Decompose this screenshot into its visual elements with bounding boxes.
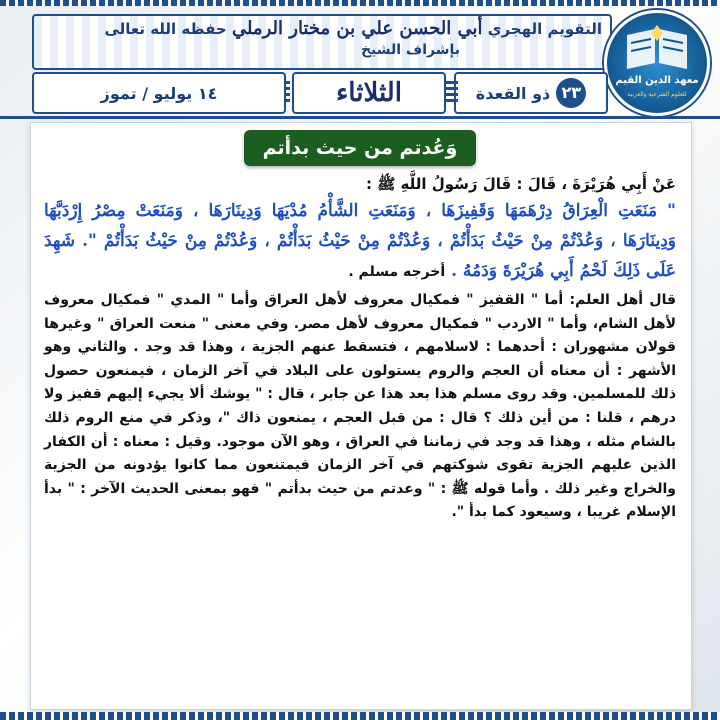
header-rule [0,116,720,119]
bottom-pattern-band [0,712,720,720]
hijri-day-number: ٢٣ [556,78,586,108]
title-line-2: بإشراف الشيخ [360,42,460,58]
date-row [32,72,608,112]
hadith-source: أخرجه مسلم . [348,264,446,280]
commentary-text: قال أهل العلم: أما " القفيز " فمكيال معروف لأهل العراق وأما " المدي " فمكيال معروف لأهل الشام، وأما " الاردب " فمكيال معروف لأهل مصر. وفي معنى " منعت العراق " وغيرها قولان مشهوران : أحدهما : لاسلامهم ، فتسقط عنهم الجزية ، وهذا قد وجد . والثاني وهو الأشهر : أن معناه أن العجم والروم يستولون على البلاد في آخر الزمان ، فيمنعون حصول ذلك للمسلمين. وقد روى مسلم هذا بعد هذا عن جابر ، قال : " يوشك ألا يجيء إليهم قفيز ولا درهم ، قلنا : من أين ذلك ؟ قال : من قبل العجم ، يمنعون ذاك "، وذكر في منع الروم ذلك بالشام مثله ، وهذا قد وجد في زماننا في العراق ، وهو الآن موجود. وقيل : معناه : أن الكفار الذين عليهم الجزية تقوى شوكتهم في آخر الزمان فيمتنعون مما كانوا يؤدونه من الجزية والخراج وغير ذلك . وأما قوله ﷺ : " وعدتم من حيث بدأتم " فهو بمعنى الحديث الآخر : " بدأ الإسلام غريبا ، وسيعود كما بدأ ". [44,292,676,521]
hijri-date [454,72,608,114]
book-icon [621,23,693,73]
ornament-divider [444,80,458,102]
article-body [44,172,676,525]
title-prefix: التقويم الهجري [487,20,602,38]
logo-subtitle: للعلوم الشرعية والعربية [627,91,687,98]
narrator-line: عَنْ أَبِي هُرَيْرَةَ ، قَالَ : قَالَ رَسُولُ اللَّهِ ﷺ : [365,175,676,193]
header [0,0,720,118]
article-heading: وَعُدتم من حيث بدأتم [244,130,476,166]
institute-logo [604,10,710,116]
day-name: الثلاثاء [292,72,446,114]
title-suffix: حفظه الله تعالى [104,20,227,38]
gregorian-text: ١٤ يوليو / تموز [100,83,218,103]
hijri-month: ذو القعدة [475,83,551,103]
hadith-body: " مَنَعَتِ الْعِرَاقُ دِرْهَمَهَا وَقَفِيزَهَا ، وَمَنَعَتِ الشَّأْمُ مُدْيَهَا وَدِينَارَهَا ، وَمَنَعَتْ مِصْرُ إِرْدَبَّهَا وَدِينَارَهَا ، وَعُدْتُمْ مِنْ حَيْثُ بَدَأْتُمْ ، وَعُدْتُمْ مِنْ حَيْثُ بَدَأْتُمْ ، وَعُدْتُمْ مِنْ حَيْثُ بَدَأْتُمْ ". شَهِدَ عَلَى ذَلِكَ لَحْمُ أَبِي هُرَيْرَةَ وَدَمُهُ . [44,201,676,281]
sheikh-name: أبي الحسن علي بن مختار الرملي [231,18,483,39]
gregorian-date [32,72,286,114]
logo-title: معهد الدين القيم [615,75,699,86]
title-line-1 [42,18,602,39]
title-box [32,14,612,70]
hadith-text [44,196,676,287]
